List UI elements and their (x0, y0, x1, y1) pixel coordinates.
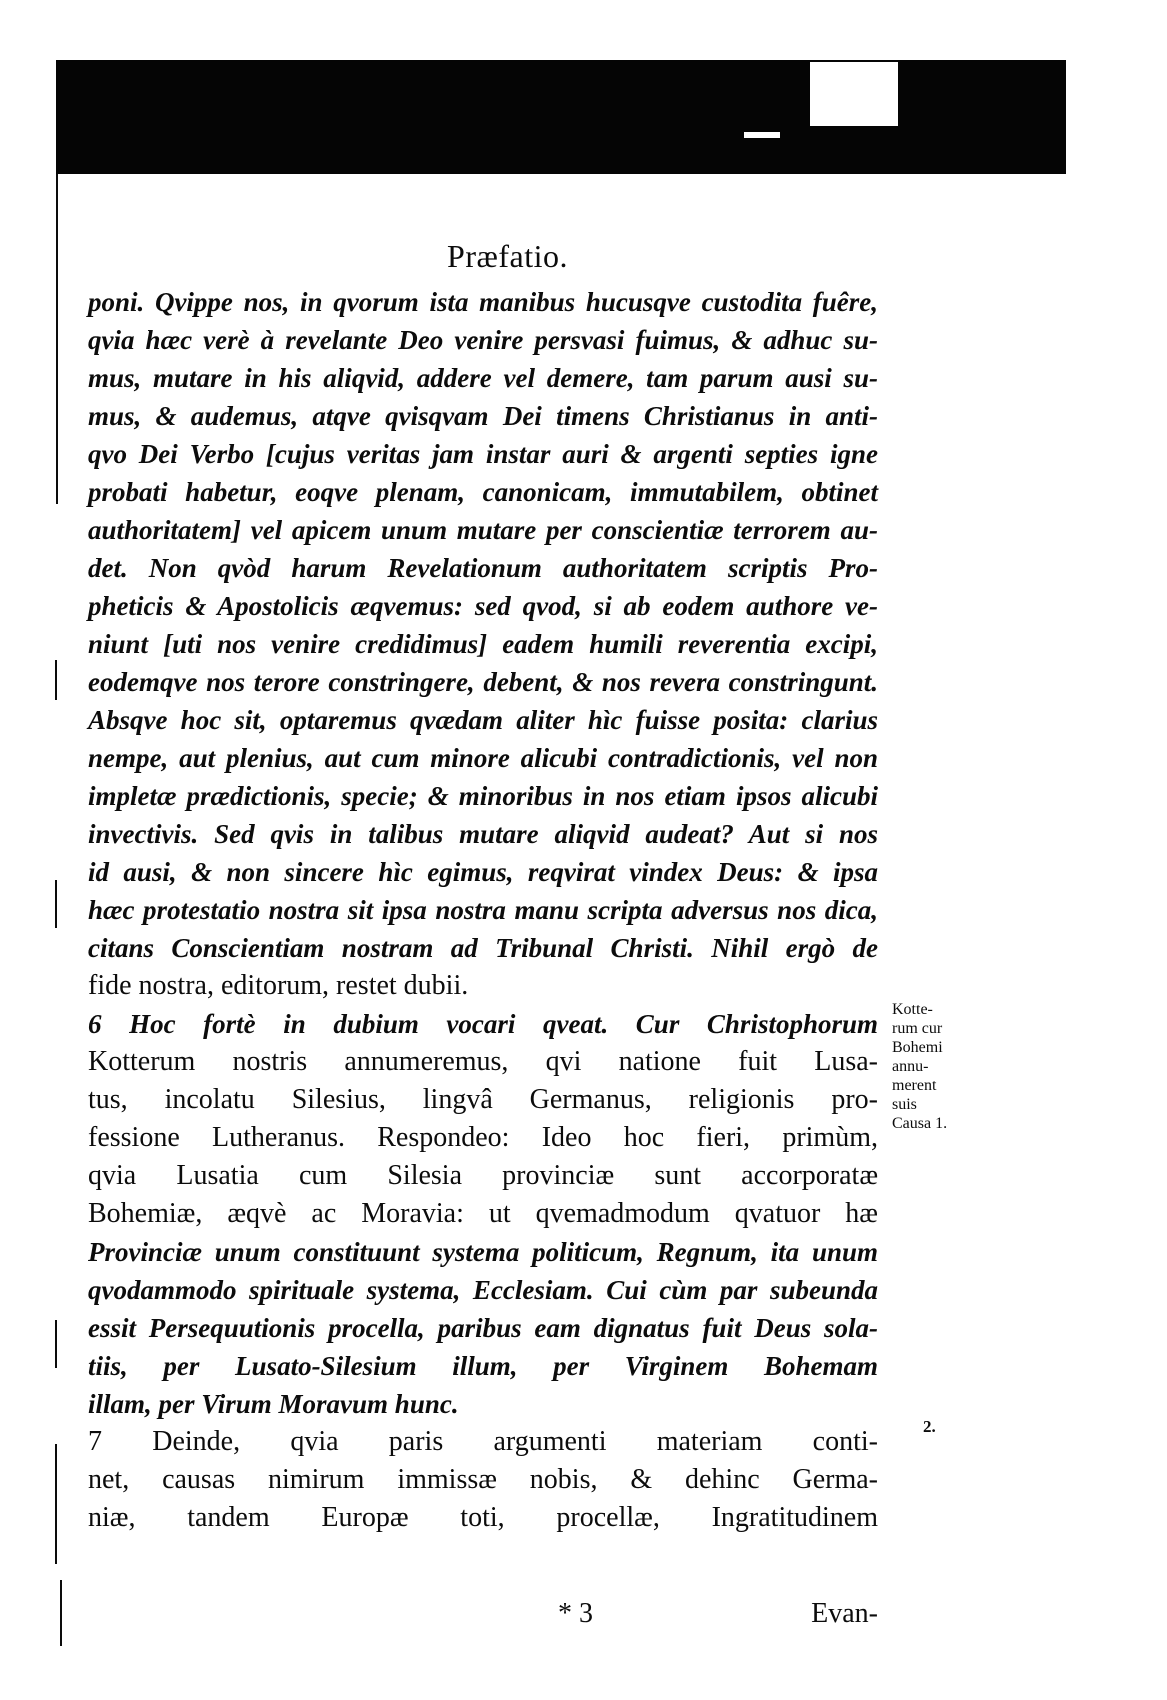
marginal-note-line: annu- (892, 1058, 929, 1075)
marginal-note-line: Causa 1. (892, 1115, 948, 1132)
scan-band-speck (744, 132, 780, 138)
text-line: fessione Lutheranus. Respondeo: Ideo hoc fieri, primùm, (88, 1122, 878, 1153)
text-line: invectivis. Sed qvis in talibus mutare aliqvid audeat? Aut si nos (88, 819, 878, 849)
text-line: net, causas nimirum immissæ nobis, & dehinc Germa- (88, 1464, 878, 1495)
text-line: mus, & audemus, atqve qvisqvam Dei timens Christianus in anti- (88, 401, 878, 431)
marginal-note (892, 1000, 982, 1133)
text-line: qvia Lusatia cum Silesia provinciæ sunt accorporatæ (88, 1160, 878, 1191)
text-line: Absqve hoc sit, optaremus qvædam aliter hìc fuisse posita: clarius (88, 705, 878, 735)
text-line: 7 Deinde, qvia paris argumenti materiam conti- (88, 1426, 878, 1457)
text-line: eodemqve nos terore constringere, debent, & nos revera constringunt. (88, 667, 878, 697)
text-line: pheticis & Apostolicis æqvemus: sed qvod, si ab eodem authore ve- (88, 591, 878, 621)
text-line: qvia hæc verè à revelante Deo venire persvasi fuimus, & adhuc su- (88, 325, 878, 355)
catchword: Evan- (811, 1598, 878, 1629)
scan-mark (55, 660, 57, 700)
scan-mark (55, 1444, 57, 1564)
marginal-note-line: rum cur (892, 1020, 943, 1037)
text-line: illam, per Virum Moravum hunc. (88, 1389, 459, 1419)
text-line: tus, incolatu Silesius, lingvâ Germanus, religionis pro- (88, 1084, 878, 1115)
text-line: Kotterum nostris annumeremus, qvi natione fuit Lusa- (88, 1046, 878, 1077)
page-left-edge (56, 174, 58, 504)
text-line: nempe, aut plenius, aut cum minore alicubi contradictionis, vel non (88, 743, 878, 773)
text-line: citans Conscientiam nostram ad Tribunal Christi. Nihil ergò de (88, 933, 878, 963)
text-line: authoritatem] vel apicem unum mutare per conscientiæ terrorem au- (88, 515, 878, 545)
scan-mark (60, 1580, 62, 1646)
text-line: fide nostra, editorum, restet dubii. (88, 970, 469, 1001)
scan-band-notch (810, 62, 898, 126)
text-line: qvodammodo spirituale systema, Ecclesiam. Cui cùm par subeunda (88, 1275, 878, 1305)
scan-mark (55, 1320, 57, 1368)
text-line: Provinciæ unum constituunt systema politicum, Regnum, ita unum (88, 1237, 878, 1267)
body-text (88, 283, 878, 1537)
text-line: mus, mutare in his aliqvid, addere vel demere, tam parum ausi su- (88, 363, 878, 393)
text-line: poni. Qvippe nos, in qvorum ista manibus hucusqve custodita fuêre, (88, 287, 878, 317)
marginal-note-line: Bohemi (892, 1039, 943, 1056)
marginal-note-line: merent (892, 1077, 937, 1094)
marginal-note-number: 2. (923, 1417, 936, 1436)
text-line: Bohemiæ, æqvè ac Moravia: ut qvemadmodum qvatuor hæ (88, 1198, 878, 1229)
text-line: niæ, tandem Europæ toti, procellæ, Ingratitudinem (88, 1502, 878, 1533)
text-line: det. Non qvòd harum Revelationum authoritatem scriptis Pro- (88, 553, 878, 583)
marginal-note-line: Kotte- (892, 1001, 933, 1018)
running-title: Præfatio. (447, 238, 568, 274)
marginal-note-line: suis (892, 1096, 917, 1113)
text-line: niunt [uti nos venire credidimus] eadem humili reverentia excipi, (88, 629, 878, 659)
page-footer (88, 1594, 878, 1634)
text-line: impletæ prædictionis, specie; & minoribus in nos etiam ipsos alicubi (88, 781, 878, 811)
scan-band-speck (834, 94, 842, 112)
text-line: qvo Dei Verbo [cujus veritas jam instar auri & argenti septies igne (88, 439, 878, 469)
text-line: hæc protestatio nostra sit ipsa nostra manu scripta adversus nos dica, (88, 895, 878, 925)
dark-scan-band (56, 60, 1066, 174)
text-line: id ausi, & non sincere hìc egimus, reqvirat vindex Deus: & ipsa (88, 857, 878, 887)
text-line: probati habetur, eoqve plenam, canonicam, immutabilem, obtinet (88, 477, 878, 507)
scan-mark (55, 880, 57, 928)
text-line: 6 Hoc fortè in dubium vocari qveat. Cur Christophorum (88, 1009, 878, 1039)
signature-mark: * 3 (558, 1598, 593, 1629)
text-line: tiis, per Lusato-Silesium illum, per Virginem Bohemam (88, 1351, 878, 1381)
text-line: essit Persequutionis procella, paribus eam dignatus fuit Deus sola- (88, 1313, 878, 1343)
